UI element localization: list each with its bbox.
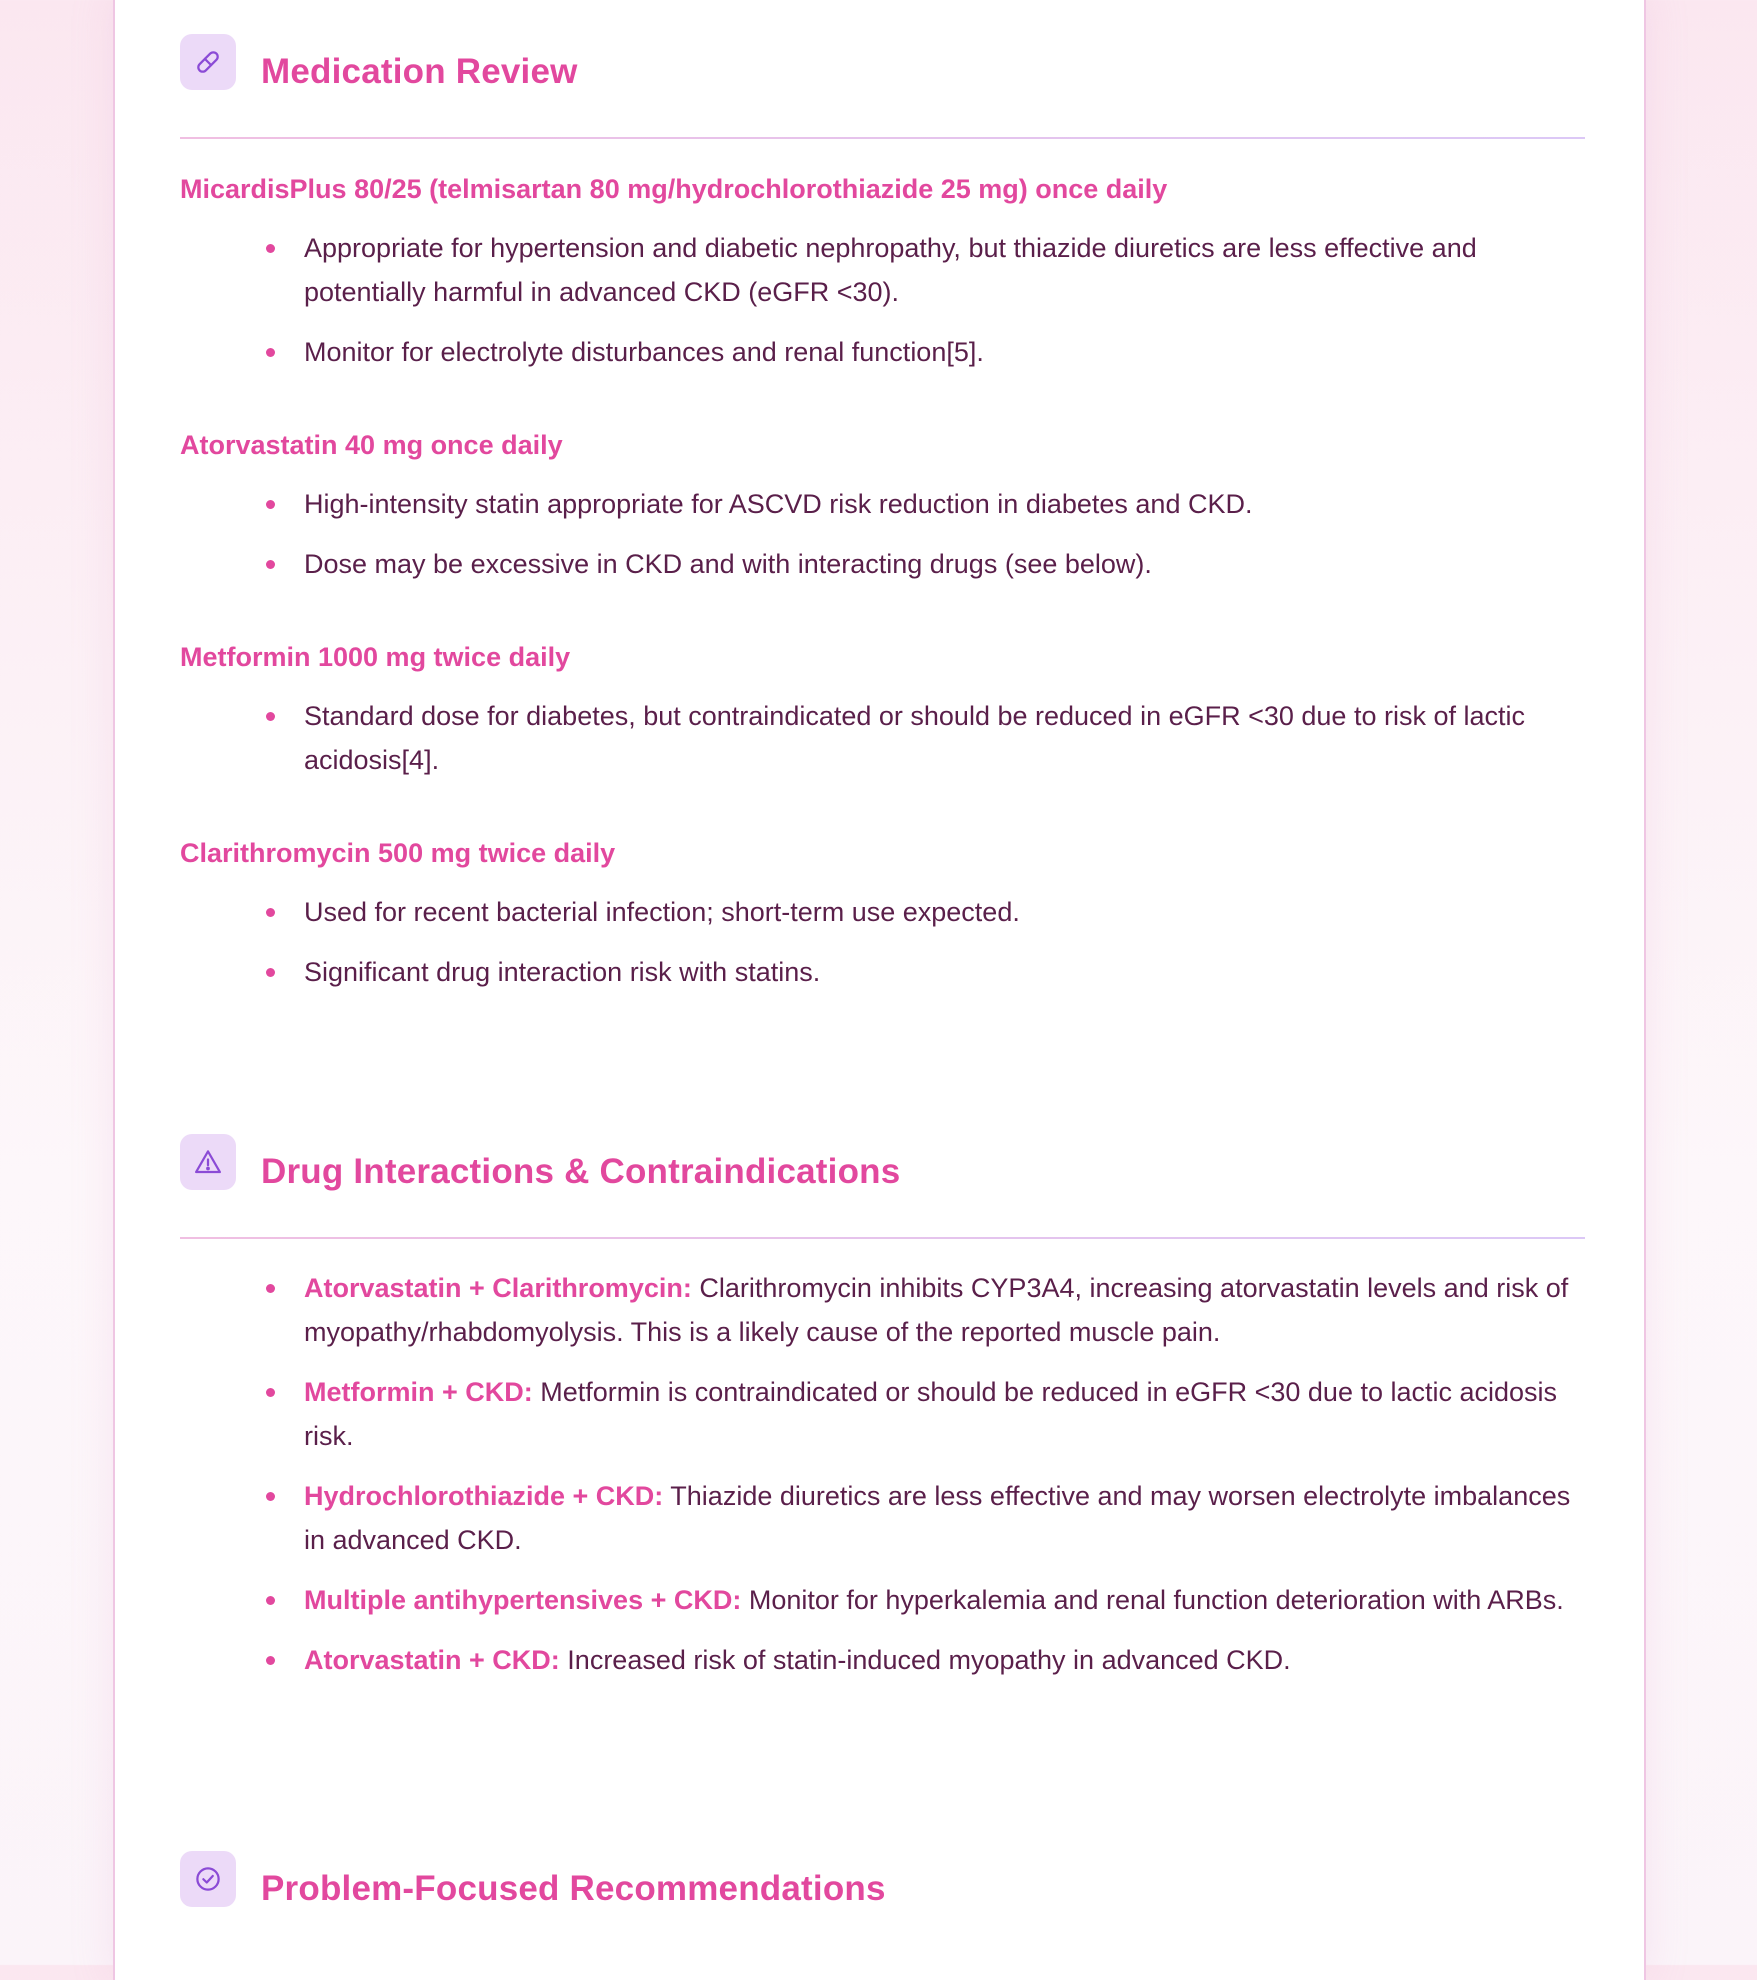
medication-review-header [180, 34, 1585, 114]
list-item: Significant drug interaction risk with statins. [180, 950, 1585, 994]
interaction-lead: Atorvastatin + CKD: [304, 1645, 560, 1675]
list-item [180, 1578, 1585, 1622]
list-item [180, 1638, 1585, 1682]
drug-heading: Clarithromycin 500 mg twice daily [180, 838, 616, 868]
interaction-text: Metformin is contraindicated or should be reduced in eGFR <30 due to lactic acidosis risk. [304, 1377, 1558, 1451]
section-divider [180, 137, 1585, 139]
drug-notes-list [180, 890, 1585, 1010]
list-item: Used for recent bacterial infection; short-term use expected. [180, 890, 1585, 934]
list-item [180, 1266, 1585, 1354]
list-item: Monitor for electrolyte disturbances and renal function[5]. [180, 330, 1585, 374]
warning-icon [180, 1134, 236, 1190]
interactions-header [180, 1134, 1585, 1214]
section-title: Drug Interactions & Contraindications [261, 1152, 901, 1191]
drug-heading: Metformin 1000 mg twice daily [180, 642, 571, 672]
interaction-lead: Hydrochlorothiazide + CKD: [304, 1481, 664, 1511]
medication-review-section [180, 34, 1585, 987]
interaction-lead: Metformin + CKD: [304, 1377, 533, 1407]
drug-notes-list [180, 482, 1585, 602]
interactions-list [180, 1266, 1585, 1698]
drug-notes-list [180, 694, 1585, 798]
list-item: Standard dose for diabetes, but contraindicated or should be reduced in eGFR <30 due to risk of lactic acidosis[4]. [180, 694, 1585, 782]
interaction-lead: Multiple antihypertensives + CKD: [304, 1585, 742, 1615]
recommendations-header [180, 1851, 1585, 1931]
interaction-text: Clarithromycin inhibits CYP3A4, increasing atorvastatin levels and risk of myopathy/rhabdomyolysis. This is a likely cause of the reported muscle pain. [304, 1273, 1569, 1347]
list-item: Appropriate for hypertension and diabetic nephropathy, but thiazide diuretics are less effective and potentially harmful in advanced CKD (eGFR <30). [180, 226, 1585, 314]
interaction-text: Thiazide diuretics are less effective and may worsen electrolyte imbalances in advanced CKD. [304, 1481, 1571, 1555]
list-item [180, 1474, 1585, 1562]
list-item: High-intensity statin appropriate for ASCVD risk reduction in diabetes and CKD. [180, 482, 1585, 526]
drug-notes-list [180, 226, 1585, 390]
drug-heading: MicardisPlus 80/25 (telmisartan 80 mg/hydrochlorothiazide 25 mg) once daily [180, 174, 1168, 204]
interaction-lead: Atorvastatin + Clarithromycin: [304, 1273, 692, 1303]
list-item [180, 1370, 1585, 1458]
section-title: Problem-Focused Recommendations [261, 1869, 886, 1908]
interaction-text: Increased risk of statin-induced myopathy in advanced CKD. [559, 1645, 1291, 1675]
interaction-text: Monitor for hyperkalemia and renal function deterioration with ARBs. [741, 1585, 1564, 1615]
check-circle-icon [180, 1851, 236, 1907]
list-item: Dose may be excessive in CKD and with interacting drugs (see below). [180, 542, 1585, 586]
drug-heading: Atorvastatin 40 mg once daily [180, 430, 563, 460]
content-card [113, 0, 1646, 1980]
section-divider [180, 1237, 1585, 1239]
pill-icon [180, 34, 236, 90]
interactions-section [180, 1134, 1585, 1675]
recommendations-section [180, 1851, 1585, 1931]
section-title: Medication Review [261, 52, 578, 91]
